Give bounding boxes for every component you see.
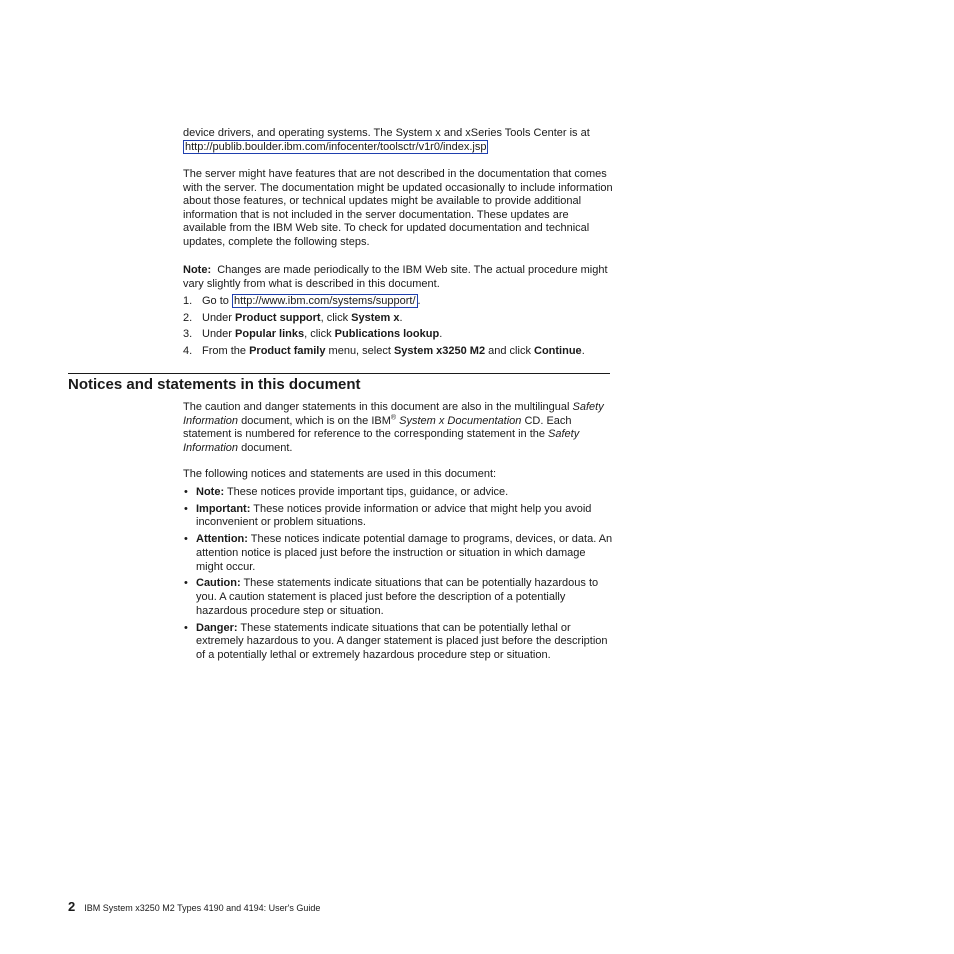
notice-text: These notices provide important tips, guidance, or advice.	[224, 486, 509, 498]
italic-title: System x Documentation	[396, 414, 522, 427]
paragraph-text: The server might have features that are not described in the documentation that comes with the server. The documentation might be updated occasionally to include information about those features, or technical updates might be available to provide additional information that is not included in the server documentation. These updates are available from the IBM Web site. To check for updated documentation and technical updates, complete the following steps.	[183, 168, 613, 248]
tools-center-link[interactable]: http://publib.boulder.ibm.com/infocenter/toolsctr/v1r0/index.jsp	[185, 140, 487, 153]
notice-label: Attention:	[196, 533, 248, 546]
documentation-paragraph	[183, 168, 613, 250]
notices-block	[183, 486, 613, 666]
notice-text: These statements indicate situations that can be potentially lethal or extremely hazardous to you. A danger statement is placed just before the description of a potentially lethal or extremely hazardous procedure step or situation.	[196, 621, 608, 661]
support-link[interactable]: http://www.ibm.com/systems/support/	[233, 295, 416, 307]
step-item	[183, 328, 613, 342]
notices-intro	[183, 468, 613, 482]
note-text: Changes are made periodically to the IBM Web site. The actual procedure might vary slightly from what is described in this document.	[183, 264, 608, 290]
bullet: •	[184, 533, 188, 546]
step-text: From the	[202, 344, 250, 357]
step-item	[183, 312, 613, 326]
paragraph-text: document, which is on the IBM	[238, 414, 391, 427]
page-number: 2	[68, 899, 76, 914]
step-text: and click	[485, 344, 535, 357]
step-bold: Popular links	[235, 328, 305, 341]
paragraph-text: The following notices and statements are used in this document:	[183, 468, 497, 480]
step-text: menu, select	[325, 344, 394, 357]
section-paragraph	[183, 401, 613, 455]
step-text: Under	[202, 311, 236, 324]
step-text: Under	[202, 328, 236, 341]
list-item	[183, 577, 613, 618]
notice-label: Danger:	[196, 621, 238, 634]
intro-line: device drivers, and operating systems. The System x and xSeries Tools Center is at	[183, 127, 590, 139]
step-number: 1.	[183, 295, 193, 307]
note-block	[183, 264, 613, 291]
intro-block	[183, 127, 613, 154]
step-number: 4.	[183, 344, 193, 357]
step-text: .	[581, 344, 585, 357]
registered-mark: ®	[390, 413, 397, 421]
notice-text: These notices provide information or advice that might help you avoid inconvenient or problem situations.	[196, 502, 592, 529]
step-bold: Continue	[534, 344, 582, 357]
step-number: 3.	[183, 328, 193, 341]
note-label: Note:	[183, 264, 212, 276]
bullet: •	[184, 502, 188, 515]
step-text: , click	[320, 311, 352, 324]
step-text: .	[399, 311, 403, 324]
steps-block	[183, 295, 613, 361]
notice-label: Important:	[196, 502, 251, 515]
safety-paragraph	[183, 401, 613, 455]
step-text: Go to	[202, 295, 232, 307]
step-text: .	[439, 328, 443, 341]
page-footer	[68, 900, 320, 915]
note-paragraph	[183, 264, 613, 291]
list-item	[183, 533, 613, 574]
step-bold: System x3250 M2	[393, 344, 486, 357]
notice-label: Caution:	[196, 577, 241, 590]
step-item	[183, 295, 613, 309]
notices-list	[183, 486, 613, 662]
bullet: •	[184, 486, 188, 498]
steps-list	[183, 295, 613, 358]
paragraph-text: CD. Each statement is numbered for reference to the corresponding statement in the	[183, 414, 572, 441]
notice-text: These notices indicate potential damage to programs, devices, or data. An attention notice is placed just before the instruction or situation in which damage might occur.	[196, 533, 613, 573]
notice-label: Note:	[196, 486, 225, 498]
step-text: .	[417, 295, 421, 307]
paragraph-text: The caution and danger statements in this document are also in the multilingual	[183, 401, 573, 413]
intro-text	[183, 127, 613, 154]
paragraph-text: document.	[238, 441, 293, 454]
italic-title: Safety Information	[183, 401, 604, 427]
section-heading: Notices and statements in this document	[68, 373, 610, 394]
step-bold: Publications lookup	[334, 328, 440, 341]
step-bold: System x	[351, 311, 400, 324]
step-number: 2.	[183, 311, 193, 324]
italic-title: Safety Information	[183, 428, 580, 454]
list-item	[183, 622, 613, 663]
footer-title: IBM System x3250 M2 Types 4190 and 4194: User's Guide	[84, 903, 321, 913]
list-item	[183, 486, 613, 500]
step-item	[183, 345, 613, 359]
step-bold: Product support	[235, 311, 321, 324]
step-bold: Product family	[249, 344, 326, 357]
list-item	[183, 503, 613, 530]
notice-text: These statements indicate situations that can be potentially hazardous to you. A caution statement is placed just before the description of a potentially hazardous procedure step or situation.	[196, 577, 599, 617]
step-text: , click	[304, 328, 335, 341]
bullet: •	[184, 577, 188, 590]
bullet: •	[184, 621, 188, 634]
